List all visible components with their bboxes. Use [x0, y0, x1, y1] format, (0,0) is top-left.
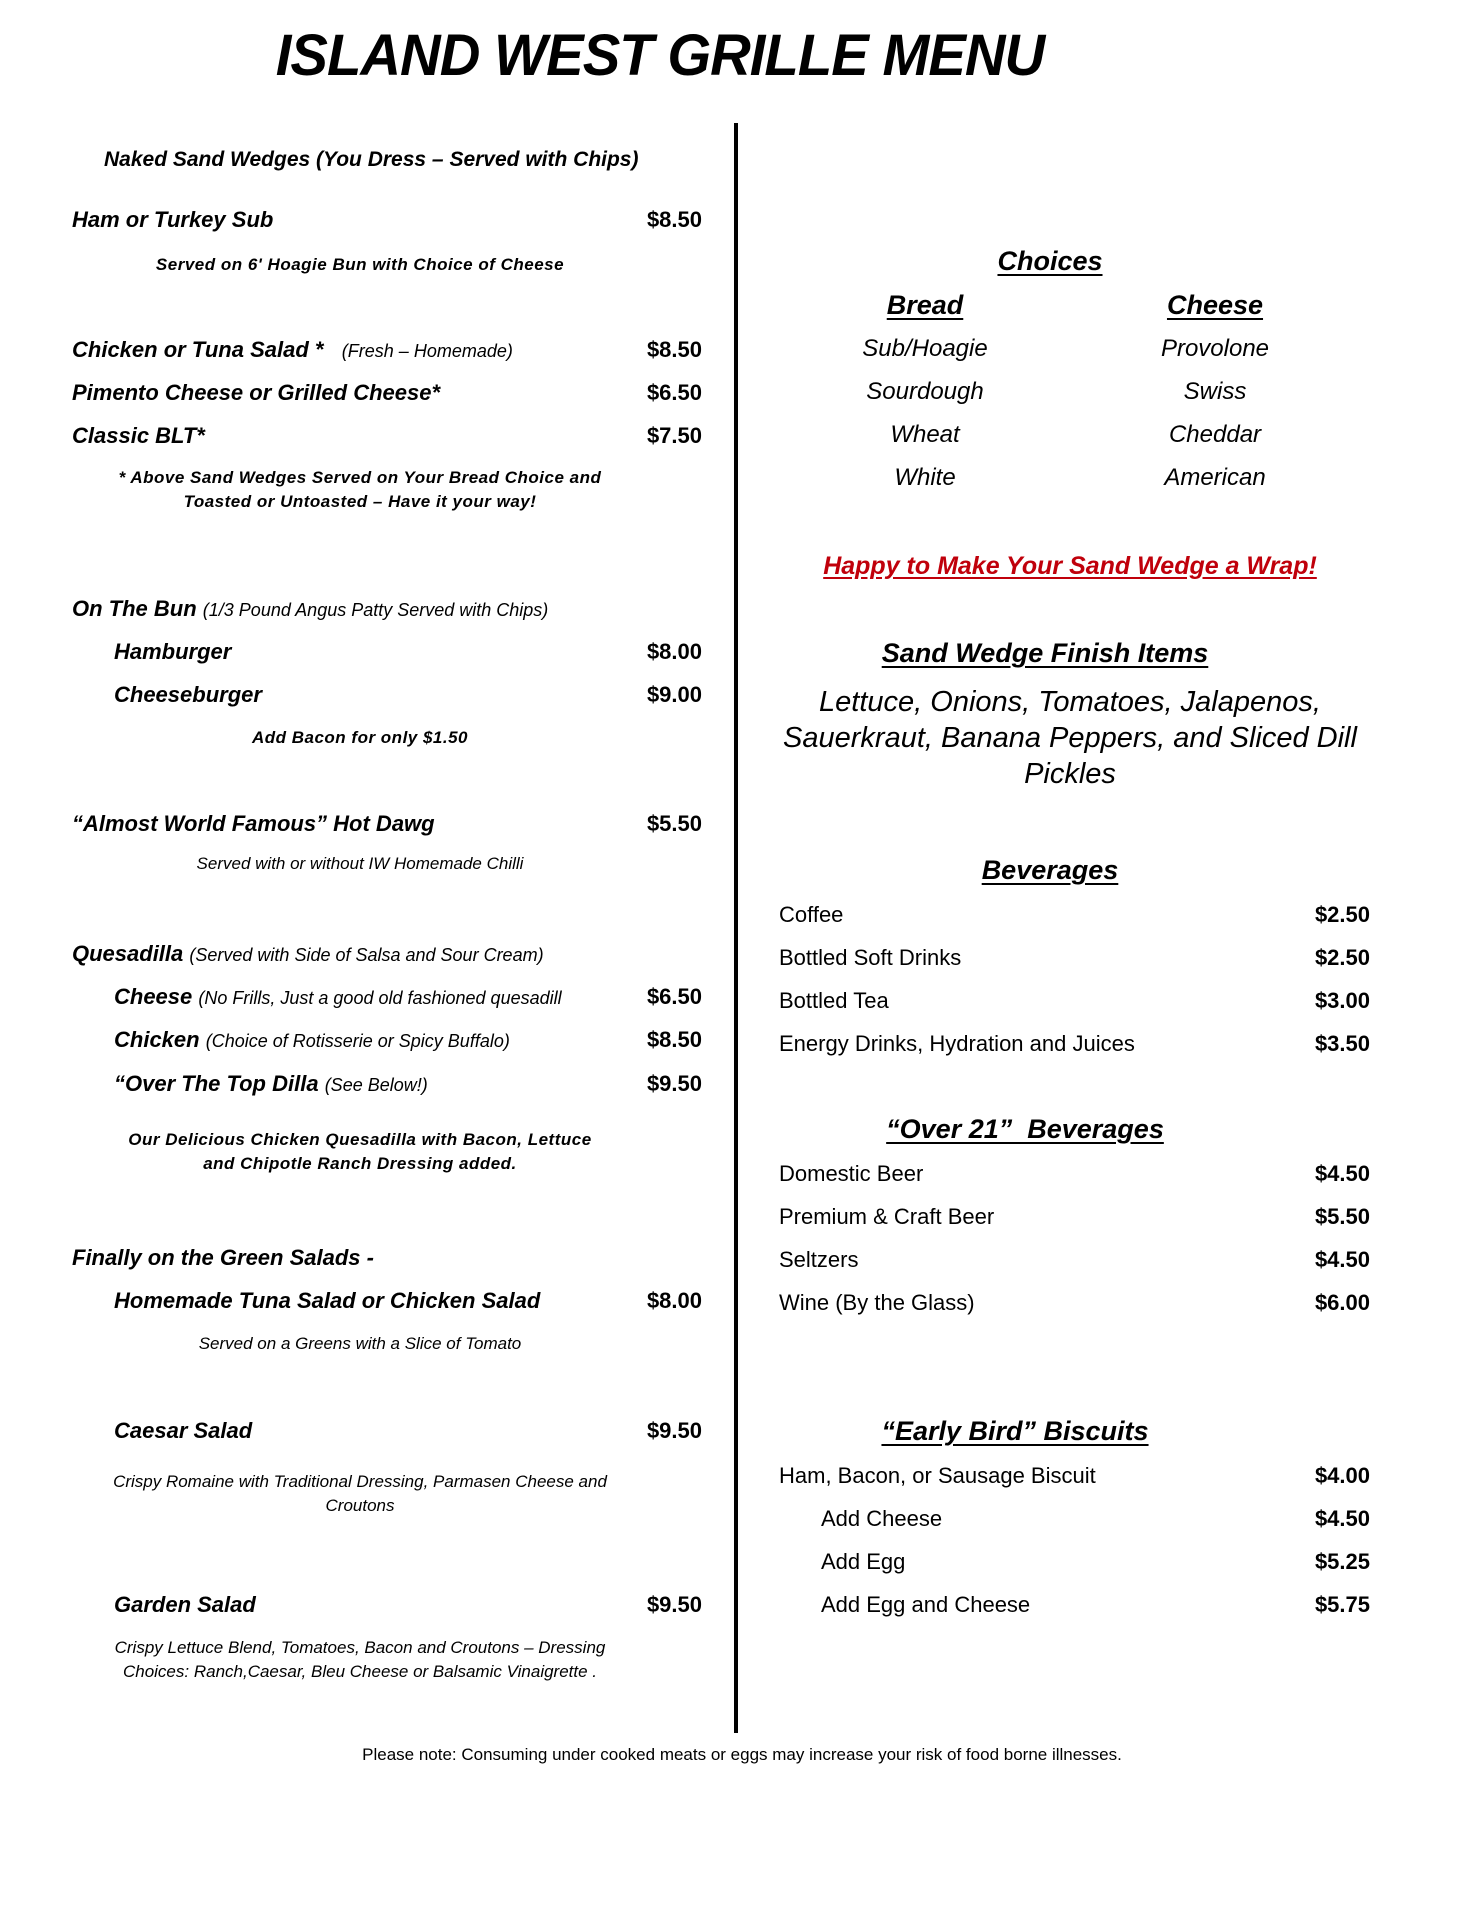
menu-item-name: Caesar Salad	[114, 1418, 253, 1443]
menu-item-name: “Over The Top Dilla	[114, 1071, 319, 1096]
biscuit-price: $5.75	[1314, 1592, 1370, 1617]
menu-item-name: Chicken or Tuna Salad *	[72, 337, 324, 362]
biscuit-addon-name: Add Cheese	[821, 1506, 943, 1531]
cheese-option: Cheddar	[1168, 421, 1262, 448]
bread-option: White	[894, 464, 956, 491]
cheese-heading: Cheese	[1166, 290, 1264, 320]
menu-item-detail: (Choice of Rotisserie or Spicy Buffalo)	[205, 1031, 510, 1051]
beverage-price: $4.50	[1314, 1247, 1370, 1272]
column-divider	[734, 123, 738, 1733]
menu-item-name: Classic BLT*	[72, 423, 205, 448]
health-disclaimer: Please note: Consuming under cooked meats or eggs may increase your risk of food borne illnesses.	[362, 1745, 1122, 1764]
menu-item-price: $8.00	[646, 639, 702, 664]
bread-option: Sub/Hoagie	[862, 335, 988, 362]
biscuit-addon-name: Add Egg and Cheese	[821, 1592, 1031, 1617]
menu-item-note: Crispy Lettuce Blend, Tomatoes, Bacon and Croutons – Dressing Choices: Ranch,Caesar, Bleu Cheese or Balsamic Vinaigrette .	[114, 1638, 606, 1681]
beverage-name: Wine (By the Glass)	[779, 1290, 975, 1315]
menu-item-name: Hamburger	[114, 639, 232, 664]
menu-item-price: $5.50	[646, 811, 702, 836]
menu-item-price: $8.50	[646, 337, 702, 362]
menu-item-name: Chicken	[114, 1027, 200, 1052]
menu-item-row	[114, 984, 608, 1010]
beverage-name: Domestic Beer	[779, 1161, 924, 1186]
biscuit-name: Ham, Bacon, or Sausage Biscuit	[779, 1463, 1096, 1488]
menu-item-row	[114, 1071, 428, 1097]
menu-item-price: $7.50	[646, 423, 702, 448]
menu-item-name: “Almost World Famous” Hot Dawg	[72, 811, 435, 836]
menu-item-name: Cheese	[114, 984, 193, 1009]
wrap-note: Happy to Make Your Sand Wedge a Wrap!	[823, 552, 1317, 580]
menu-item-row	[114, 1027, 510, 1053]
bacon-note: Add Bacon for only $1.50	[251, 728, 469, 747]
biscuits-heading: “Early Bird” Biscuits	[881, 1416, 1149, 1446]
menu-item-price: $8.50	[646, 1027, 702, 1052]
cheese-option: American	[1164, 464, 1266, 491]
beverage-price: $2.50	[1314, 945, 1370, 970]
beverage-price: $2.50	[1314, 902, 1370, 927]
beverage-name: Bottled Tea	[779, 988, 889, 1013]
menu-item-detail: (See Below!)	[324, 1075, 428, 1095]
section-detail: (Served with Side of Salsa and Sour Cream)	[189, 945, 544, 965]
menu-item-name: Ham or Turkey Sub	[72, 207, 274, 232]
cheese-option: Swiss	[1183, 378, 1247, 405]
menu-item-note: Served with or without IW Homemade Chilli	[196, 854, 524, 873]
menu-item-price: $6.50	[646, 984, 702, 1009]
cheese-option: Provolone	[1160, 335, 1270, 362]
biscuit-addon-name: Add Egg	[821, 1549, 906, 1574]
section-detail: (1/3 Pound Angus Patty Served with Chips)	[202, 600, 549, 620]
bread-option: Wheat	[890, 421, 960, 448]
page-title: ISLAND WEST GRILLE MENU	[275, 23, 1045, 88]
biscuit-price: $4.50	[1314, 1506, 1370, 1531]
menu-item-note: Crispy Romaine with Traditional Dressing, Parmasen Cheese and Croutons	[113, 1472, 607, 1515]
menu-item-price: $9.50	[646, 1592, 702, 1617]
menu-item-price: $8.00	[646, 1288, 702, 1313]
biscuit-price: $5.25	[1314, 1549, 1370, 1574]
menu-item-price: $9.00	[646, 682, 702, 707]
salads-heading: Finally on the Green Salads -	[72, 1245, 374, 1270]
finish-heading: Sand Wedge Finish Items	[881, 638, 1209, 668]
menu-item-detail: (No Frills, Just a good old fashioned quesadill	[198, 988, 562, 1008]
beverage-price: $4.50	[1314, 1161, 1370, 1186]
beverage-price: $3.50	[1314, 1031, 1370, 1056]
choices-heading: Choices	[997, 246, 1103, 276]
over21-heading: “Over 21” Beverages	[886, 1114, 1164, 1144]
menu-item-note: Served on 6' Hoagie Bun with Choice of Cheese	[155, 255, 565, 274]
over-the-top-note: Our Delicious Chicken Quesadilla with Bacon, Lettuce and Chipotle Ranch Dressing added.	[128, 1130, 592, 1173]
section-heading: On The Bun	[72, 596, 197, 621]
bread-heading: Bread	[886, 290, 964, 320]
beverage-price: $5.50	[1314, 1204, 1370, 1229]
biscuit-price: $4.00	[1314, 1463, 1370, 1488]
on-the-bun-heading	[72, 596, 548, 622]
beverages-heading: Beverages	[981, 855, 1119, 885]
beverage-price: $3.00	[1314, 988, 1370, 1013]
menu-item-price: $9.50	[646, 1418, 702, 1443]
menu-item-note: Served on a Greens with a Slice of Tomato	[198, 1334, 522, 1353]
section-heading: Quesadilla	[72, 941, 184, 966]
sand-wedges-heading: Naked Sand Wedges (You Dress – Served with Chips)	[104, 148, 639, 171]
beverage-name: Energy Drinks, Hydration and Juices	[779, 1031, 1135, 1056]
menu-item-price: $8.50	[646, 207, 702, 232]
beverage-name: Premium & Craft Beer	[779, 1204, 995, 1229]
beverage-name: Seltzers	[779, 1247, 859, 1272]
beverage-price: $6.00	[1314, 1290, 1370, 1315]
menu-item-row	[72, 337, 513, 363]
menu-item-name: Homemade Tuna Salad or Chicken Salad	[114, 1288, 541, 1313]
menu-item-detail: (Fresh – Homemade)	[341, 341, 513, 361]
menu-item-name: Pimento Cheese or Grilled Cheese*	[72, 380, 441, 405]
menu-item-price: $9.50	[646, 1071, 702, 1096]
quesadilla-heading	[72, 941, 544, 967]
finish-items-text: Lettuce, Onions, Tomatoes, Jalapenos, Sauerkraut, Banana Peppers, and Sliced Dill Pickles	[783, 686, 1357, 790]
beverage-name: Bottled Soft Drinks	[779, 945, 962, 970]
menu-item-name: Garden Salad	[114, 1592, 256, 1617]
menu-item-price: $6.50	[646, 380, 702, 405]
sand-wedges-footnote: * Above Sand Wedges Served on Your Bread Choice and Toasted or Untoasted – Have it your way!	[118, 468, 602, 511]
menu-item-name: Cheeseburger	[114, 682, 262, 707]
beverage-name: Coffee	[779, 902, 844, 927]
bread-option: Sourdough	[866, 378, 984, 405]
